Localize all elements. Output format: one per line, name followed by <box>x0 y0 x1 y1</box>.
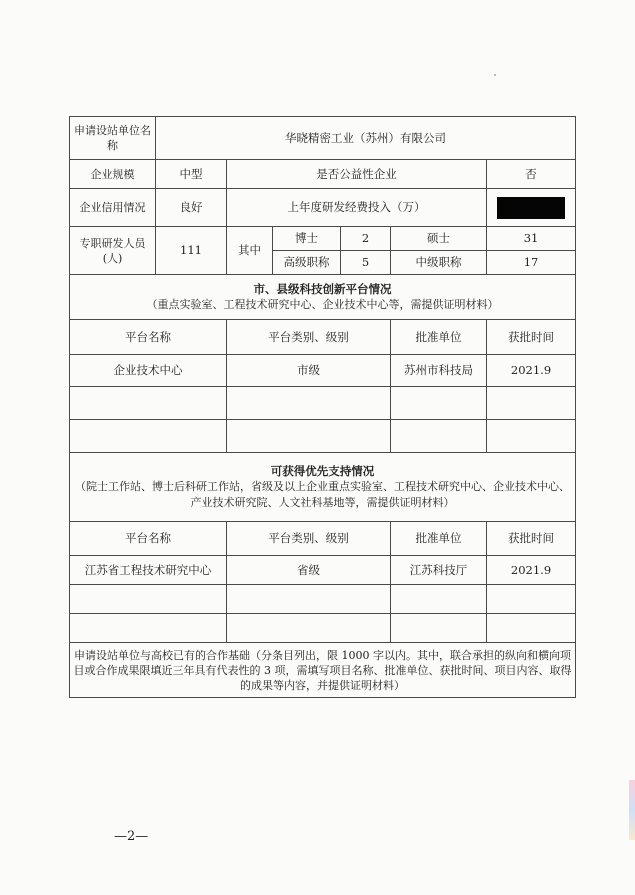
section1-heading <box>70 275 576 320</box>
row-section2-headers <box>70 522 576 556</box>
s1-cell-approver: 苏州市科技局 <box>391 355 487 387</box>
middle-title-label: 中级职称 <box>391 251 487 275</box>
phd-label: 博士 <box>273 227 341 251</box>
s1-cell-platform-type: 市级 <box>227 355 391 387</box>
table-row-empty <box>70 387 576 420</box>
s2-cell-platform-name: 江苏省工程技术研究中心 <box>70 556 227 585</box>
row-section1-heading <box>70 275 576 320</box>
staff-total: 111 <box>156 227 227 275</box>
section2-note: （院士工作站、博士后科研工作站，省级及以上企业重点实验室、工程技术研究中心、企业技术中心、产业技术研究院、人文社科基地等，需提供证明材料） <box>75 480 571 509</box>
s2-cell-approval-time: 2021.9 <box>487 556 576 585</box>
row-applicant-name <box>70 117 576 160</box>
row-section2-heading <box>70 453 576 522</box>
s1-header-platform-name: 平台名称 <box>70 320 227 355</box>
senior-title-value: 5 <box>341 251 391 275</box>
master-label: 硕士 <box>391 227 487 251</box>
master-value: 31 <box>487 227 576 251</box>
application-form-table <box>69 116 576 698</box>
s2-header-approver: 批准单位 <box>391 522 487 556</box>
table-row-empty <box>70 420 576 453</box>
rd-funding-value <box>487 189 576 227</box>
table-row <box>70 355 576 387</box>
welfare-label: 是否公益性企业 <box>227 160 487 189</box>
table-row <box>70 556 576 585</box>
redaction-block <box>497 197 565 219</box>
section2-title: 可获得优先支持情况 <box>270 464 375 478</box>
welfare-value: 否 <box>487 160 576 189</box>
s2-cell-platform-type: 省级 <box>227 556 391 585</box>
scale-value: 中型 <box>156 160 227 189</box>
s1-header-platform-type: 平台类别、级别 <box>227 320 391 355</box>
s2-header-approval-time: 获批时间 <box>487 522 576 556</box>
scan-speck <box>494 74 496 76</box>
row-staff-1 <box>70 227 576 251</box>
s1-cell-platform-name: 企业技术中心 <box>70 355 227 387</box>
s1-cell-approval-time: 2021.9 <box>487 355 576 387</box>
row-credit <box>70 189 576 227</box>
scale-label: 企业规模 <box>70 160 156 189</box>
table-row-empty <box>70 585 576 614</box>
s1-header-approval-time: 获批时间 <box>487 320 576 355</box>
applicant-name-label: 申请设站单位名称 <box>70 117 156 160</box>
page-number: —2— <box>114 829 149 844</box>
scan-edge-artifact <box>629 780 635 840</box>
phd-value: 2 <box>341 227 391 251</box>
s2-header-platform-type: 平台类别、级别 <box>227 522 391 556</box>
s2-header-platform-name: 平台名称 <box>70 522 227 556</box>
staff-label: 专职研发人员(人) <box>70 227 156 275</box>
rd-funding-label: 上年度研发经费投入（万） <box>227 189 487 227</box>
senior-title-label: 高级职称 <box>273 251 341 275</box>
s1-header-approver: 批准单位 <box>391 320 487 355</box>
staff-among-label: 其中 <box>227 227 273 275</box>
section2-heading <box>70 453 576 522</box>
section1-title: 市、县级科技创新平台情况 <box>253 282 392 296</box>
cooperation-text: 申请设站单位与高校已有的合作基础（分条目列出，限 1000 字以内。其中，联合承担的纵向和横向项目或合作成果限填近三年具有代表性的 3 项，需填写项目名称、批准单位、获批时间、项目内容、取得的成果等内容，并提供证明材料） <box>70 643 576 698</box>
s2-cell-approver: 江苏科技厅 <box>391 556 487 585</box>
section1-note: （重点实验室、工程技术研究中心、企业技术中心等，需提供证明材料） <box>146 298 499 311</box>
table-row-empty <box>70 614 576 643</box>
credit-value: 良好 <box>156 189 227 227</box>
applicant-name-value: 华晓精密工业（苏州）有限公司 <box>156 117 576 160</box>
row-enterprise-scale <box>70 160 576 189</box>
row-cooperation <box>70 643 576 698</box>
row-section1-headers <box>70 320 576 355</box>
middle-title-value: 17 <box>487 251 576 275</box>
credit-label: 企业信用情况 <box>70 189 156 227</box>
